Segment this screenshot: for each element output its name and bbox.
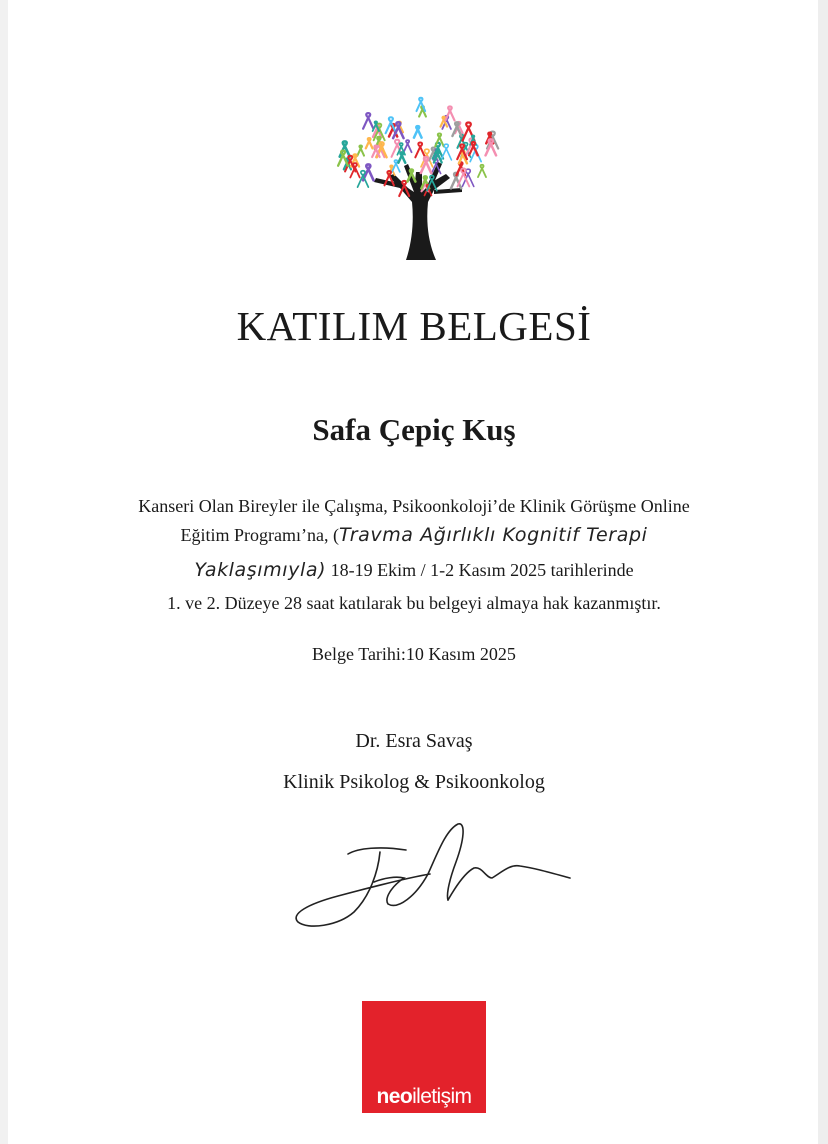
- certificate-date: Belge Tarihi:10 Kasım 2025: [312, 644, 516, 664]
- logo-text: [362, 1085, 486, 1109]
- logo-rest: iletişim: [412, 1085, 472, 1108]
- ribbon-icon: [366, 138, 373, 148]
- ribbon-icon: [415, 142, 425, 157]
- ribbon-icon: [441, 144, 451, 160]
- ribbon-icon: [357, 145, 364, 155]
- body-line-3: [0, 559, 828, 581]
- signer-name: Dr. Esra Savaş: [355, 730, 473, 752]
- body-line-4: 1. ve 2. Düzeye 28 saat katılarak bu belgeyi almaya hak kazanmıştır.: [167, 593, 661, 613]
- ribbon-icon: [363, 113, 373, 129]
- body-line-2-prefix: Eğitim Programı’na, (: [180, 525, 339, 545]
- logo-bold: neo: [376, 1085, 413, 1108]
- recipient-name: Safa Çepiç Kuş: [312, 412, 516, 447]
- body-line-1: Kanseri Olan Bireyler ile Çalışma, Psikoonkoloji’de Klinik Görüşme Online: [138, 496, 690, 516]
- body-line-2: [0, 524, 828, 546]
- ribbon-icon: [416, 98, 425, 111]
- ribbon-tree-icon: [334, 92, 504, 260]
- handwritten-signature: [288, 812, 578, 942]
- ribbon-icon: [398, 152, 405, 162]
- certificate-title: KATILIM BELGESİ: [236, 303, 592, 349]
- body-line-3-italic: Yaklaşımıyla): [194, 559, 327, 581]
- body-line-2-italic: Travma Ağırlıklı Kognitif Terapi: [338, 524, 648, 546]
- neoiletisim-logo: [362, 1001, 486, 1113]
- ribbon-icon: [478, 165, 486, 177]
- ribbon-icon: [414, 126, 422, 138]
- ribbon-icon: [404, 140, 412, 152]
- signer-title: Klinik Psikolog & Psikoonkolog: [283, 771, 545, 793]
- ribbon-icon: [445, 106, 454, 120]
- body-line-3-rest: 18-19 Ekim / 1-2 Kasım 2025 tarihlerinde: [326, 560, 634, 580]
